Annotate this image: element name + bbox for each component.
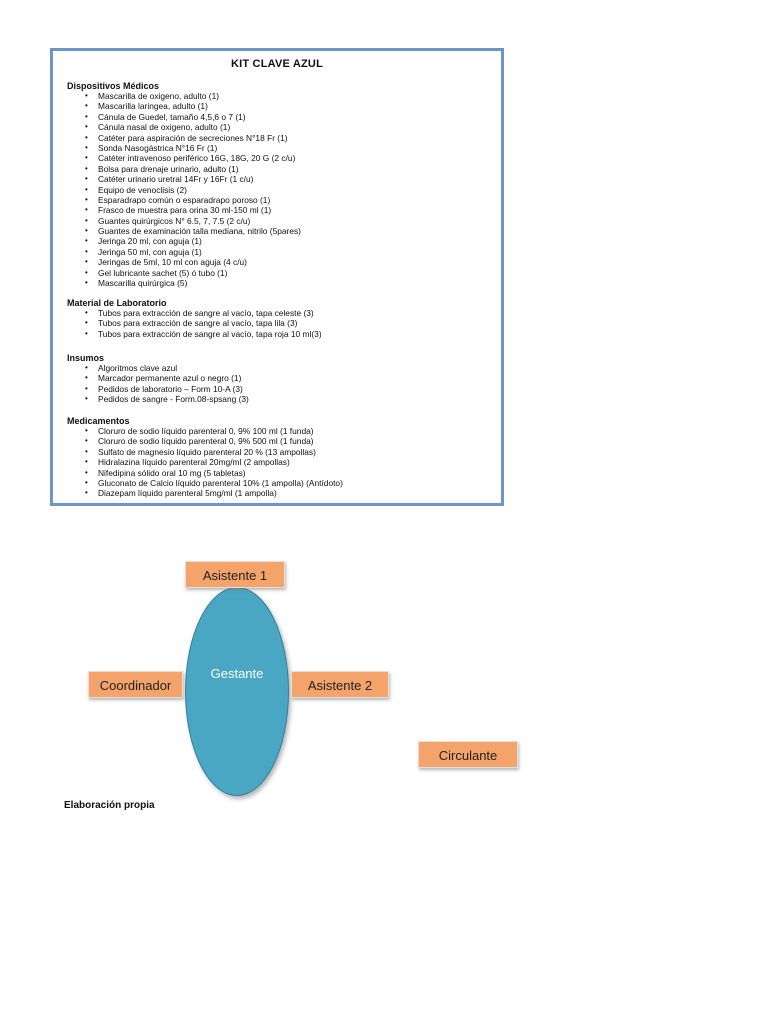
list-item — [67, 257, 493, 267]
item-text: Cloruro de sodio líquido parenteral 0, 9% 100 ml (1 funda) — [98, 426, 314, 436]
bullet-icon: • — [85, 363, 88, 372]
list-item — [67, 363, 493, 373]
bullet-icon: • — [85, 257, 88, 267]
section-material-laboratorio — [67, 298, 493, 339]
bullet-icon: • — [85, 383, 88, 393]
list-item — [67, 143, 493, 153]
item-text: Gluconato de Calcio líquido parenteral 10% (1 ampolla) (Antídoto) — [98, 477, 343, 488]
bullet-icon: • — [85, 174, 88, 184]
item-text: Cánula nasal de oxigeno, adulto (1) — [98, 122, 231, 133]
section-title: Medicamentos — [67, 416, 130, 426]
item-text: Guantes quirúrgicos N° 6.5, 7, 7.5 (2 c/u) — [98, 215, 251, 226]
bullet-icon: • — [85, 101, 88, 111]
item-text: Jeringa 50 ml, con aguja (1) — [98, 246, 202, 257]
bullet-icon: • — [85, 488, 88, 498]
list-item — [67, 384, 493, 394]
item-text: Cloruro de sodio líquido parenteral 0, 9% 500 ml (1 funda) — [98, 436, 314, 447]
bullet-icon: • — [85, 194, 88, 204]
section-insumos — [67, 353, 493, 405]
bullet-icon: • — [85, 267, 88, 277]
item-list — [67, 363, 493, 405]
list-item — [67, 91, 493, 101]
list-item — [67, 329, 493, 339]
bullet-icon: • — [85, 184, 88, 194]
item-text: Tubos para extracción de sangre al vacío, tapa roja 10 ml(3) — [98, 328, 322, 339]
list-item — [67, 112, 493, 122]
item-text: Marcador permanente azul o negro (1) — [98, 373, 242, 384]
bullet-icon: • — [85, 467, 88, 477]
circulante-box: Circulante — [418, 741, 518, 768]
section-medicamentos — [67, 416, 493, 499]
item-text: Mascarilla quirúrgica (5) — [98, 278, 188, 289]
bullet-icon: • — [85, 436, 88, 446]
section-dispositivos-medicos — [67, 81, 493, 288]
list-item — [67, 153, 493, 163]
caption: Elaboración propia — [64, 800, 155, 811]
list-item — [67, 216, 493, 226]
list-item — [67, 318, 493, 328]
list-item — [67, 185, 493, 195]
list-item — [67, 101, 493, 111]
list-item — [67, 278, 493, 288]
list-item — [67, 164, 493, 174]
item-text: Algoritmos clave azul — [98, 363, 178, 373]
coordinador-box: Coordinador — [88, 671, 183, 698]
item-text: Esparadrapo común o esparadrapo poroso (1) — [98, 194, 271, 205]
section-title: Material de Laboratorio — [67, 298, 167, 308]
bullet-icon: • — [85, 457, 88, 467]
bullet-icon: • — [85, 278, 88, 288]
item-text: Sonda Nasogástrica N°16 Fr (1) — [98, 142, 218, 153]
item-text: Pedidos de sangre - Form.08-spsang (3) — [98, 394, 249, 405]
item-text: Tubos para extracción de sangre al vacío, tapa celeste (3) — [98, 308, 314, 318]
list-item — [67, 457, 493, 467]
asistente-1-box: Asistente 1 — [185, 561, 285, 588]
item-text: Hidralazina líquido parenteral 20mg/ml (2 ampollas) — [98, 457, 290, 468]
list-item — [67, 373, 493, 383]
item-list — [67, 308, 493, 339]
item-text: Catéter intravenoso periférico 16G, 18G, 20 G (2 c/u) — [98, 153, 296, 164]
list-item — [67, 308, 493, 318]
section-title: Dispositivos Médicos — [67, 81, 160, 91]
bullet-icon: • — [85, 153, 88, 163]
item-text: Bolsa para drenaje urinario, adulto (1) — [98, 163, 239, 174]
bullet-icon: • — [85, 318, 88, 328]
bullet-icon: • — [85, 226, 88, 236]
bullet-icon: • — [85, 246, 88, 256]
list-item — [67, 205, 493, 215]
gestante-ellipse — [185, 587, 289, 796]
kit-title: KIT CLAVE AZUL — [230, 58, 323, 70]
list-item — [67, 426, 493, 436]
bullet-icon: • — [85, 477, 88, 487]
item-text: Catéter urinario uretral 14Fr y 16Fr (1 c/u) — [98, 174, 254, 185]
bullet-icon: • — [85, 142, 88, 152]
bullet-icon: • — [85, 446, 88, 456]
bullet-icon: • — [85, 132, 88, 142]
bullet-icon: • — [85, 215, 88, 225]
bullet-icon: • — [85, 426, 88, 435]
bullet-icon: • — [85, 236, 88, 246]
list-item — [67, 436, 493, 446]
list-item — [67, 122, 493, 132]
item-text: Sulfato de magnesio líquido parenteral 20 % (13 ampollas) — [98, 446, 316, 457]
item-text: Tubos para extracción de sangre al vacío, tapa lila (3) — [98, 318, 298, 329]
item-list — [67, 91, 493, 288]
item-text: Gel lubricante sachet (5) ó tubo (1) — [98, 267, 228, 278]
item-text: Mascarilla laringea, adulto (1) — [98, 101, 208, 112]
section-title: Insumos — [67, 353, 105, 363]
bullet-icon: • — [85, 328, 88, 338]
asistente-2-box: Asistente 2 — [291, 671, 389, 698]
bullet-icon: • — [85, 163, 88, 173]
item-text: Guantes de examinación talla mediana, nitrilo (5pares) — [98, 226, 301, 237]
item-text: Diazepam líquido parenteral 5mg/ml (1 ampolla) — [98, 488, 277, 499]
list-item — [67, 174, 493, 184]
item-text: Catéter para aspiración de secreciones N°18 Fr (1) — [98, 132, 288, 143]
list-item — [67, 478, 493, 488]
item-text: Pedidos de laboratorio – Form 10-A (3) — [98, 383, 243, 394]
bullet-icon: • — [85, 122, 88, 132]
item-text: Cánula de Guedel, tamaño 4,5,6 o 7 (1) — [98, 111, 246, 122]
item-list — [67, 426, 493, 499]
bullet-icon: • — [85, 111, 88, 121]
bullet-icon: • — [85, 373, 88, 383]
item-text: Equipo de venoclisis (2) — [98, 184, 187, 195]
list-item — [67, 236, 493, 246]
item-text: Jeringas de 5ml, 10 ml con aguja (4 c/u) — [98, 257, 247, 268]
bullet-icon: • — [85, 205, 88, 215]
item-text: Frasco de muestra para orina 30 ml-150 ml (1) — [98, 205, 272, 216]
list-item — [67, 488, 493, 498]
list-item — [67, 133, 493, 143]
gestante-label: Gestante — [210, 666, 264, 681]
list-item — [67, 468, 493, 478]
list-item — [67, 447, 493, 457]
item-text: Nifedipina sólido oral 10 mg (5 tabletas) — [98, 467, 246, 478]
list-item — [67, 195, 493, 205]
list-item — [67, 394, 493, 404]
bullet-icon: • — [85, 394, 88, 404]
bullet-icon: • — [85, 91, 88, 100]
bullet-icon: • — [85, 308, 88, 317]
kit-clave-azul-panel — [50, 48, 504, 506]
item-text: Mascarilla de oxigeno, adulto (1) — [98, 91, 220, 101]
list-item — [67, 268, 493, 278]
list-item — [67, 226, 493, 236]
item-text: Jeringa 20 ml, con aguja (1) — [98, 236, 202, 247]
list-item — [67, 247, 493, 257]
